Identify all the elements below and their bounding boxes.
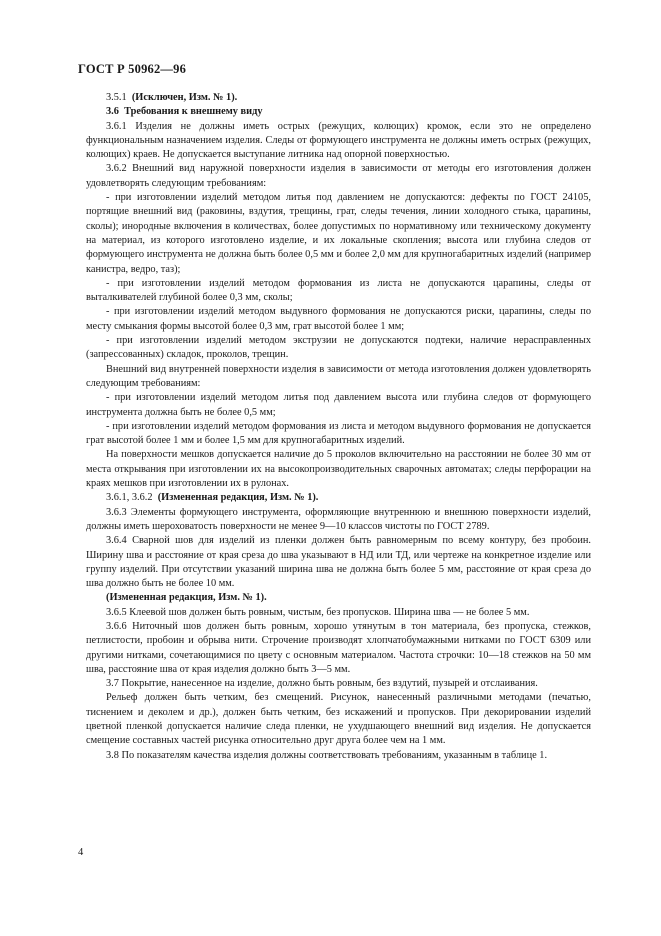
paragraph-inner-surface: Внешний вид внутренней поверхности изделия в зависимости от метода изготовления должен удовлетворять следующим требованиям: [86,363,591,389]
paragraph-3-6-heading [86,105,591,119]
list-item-inner-injection: - при изготовлении изделий методом литья под давлением высота или глубина следов от формующего инструмента должна быть не более 0,5 мм; [86,392,591,418]
list-item-extrusion: - при изготовлении изделий методом экструзии не допускаются подтеки, наличие нерасправленных (запрессованных) складок, проколов, трещин. [86,335,591,361]
list-item-inner-forming: - при изготовлении изделий методом формования из листа и методом выдувного формования не допускается грат высотой более 1 мм и более 1,5 мм для крупногабаритных изделий. [86,420,591,447]
clause-number: 3.5.1 [106,92,127,103]
paragraph-bags: На поверхности мешков допускается наличие до 5 проколов включительно на расстоянии не более 30 мм от места открывания при изготовлении их на высокопроизводительных сварочных автоматах; следы перфорации на краях мешков при изготовлении их в рулонах. [86,449,591,490]
clause-number: 3.6.1, 3.6.2 [106,492,153,504]
document-code-header: ГОСТ Р 50962—96 [78,62,187,76]
page-number: 4 [78,847,84,858]
section-heading: Требования к внешнему виду [124,106,263,118]
paragraph-amendment-3-6-1-3-6-2 [86,491,591,505]
paragraph-3-7: 3.7 Покрытие, нанесенное на изделие, должно быть ровным, без вздутий, пузырей и отслаивания. [106,678,538,690]
paragraph-3-8: 3.8 По показателям качества изделия должны соответствовать требованиям, указанным в таблице 1. [106,749,548,761]
list-item-injection-molding: - при изготовлении изделий методом литья под давлением не допускаются: дефекты по ГОСТ 24105, портящие внешний вид (раковины, вздутия, трещины, грат, следы течения, линии холодного стыка, царапины, сколы); инородные включения в количествах, более допустимых по нормативному или техническому документу на материал, из которого изготовлено изделие, и их локальные скопления; высота или глубина следов от формующего инструмента не должна быть более 0,5 мм и более 2,0 мм для крупногабаритных изделий (например канистра, ведро, таз); [86,192,591,275]
paragraph-3-6-5: 3.6.5 Клеевой шов должен быть ровным, чистым, без пропусков. Ширина шва — не более 5 мм. [106,606,530,618]
amendment-note: (Измененная редакция, Изм. № 1). [106,592,267,604]
clause-note: (Исключен, Изм. № 1). [131,92,238,103]
paragraph-3-6-4: 3.6.4 Сварной шов для изделий из пленки должен быть равномерным по всему контуру, без пробоин. Ширину шва и расстояние от края среза до шва указывают в НД или ТД, или чертеже на конкретное изделие или группу изделий. При отсутствии указаний ширина шва не должна быть более 5 мм, расстояние от края среза до шва должно быть не более 10 мм. [86,535,591,590]
paragraph-3-6-6: 3.6.6 Ниточный шов должен быть ровным, хорошо утянутым в тон материала, без пропуска, стежков, петлистости, пробоин и обрыва нити. Строчение производят хлопчатобумажными нитками по ГОСТ 6309 или другими нитками, сочетающимися по цвету с основным материалом. Частота строчки: 10—18 стежков на 50 мм шва, расстояние шва от края изделия должно быть 3—5 мм. [86,620,591,675]
clause-number: 3.6 [106,106,119,118]
paragraph-3-6-3: 3.6.3 Элементы формующего инструмента, оформляющие внутреннюю и внешнюю поверхности изделий, должны иметь шероховатость поверхности не менее 9—10 классов чистоты по ГОСТ 2789. [86,506,591,532]
list-item-blow-molding: - при изготовлении изделий методом выдувного формования не допускаются риски, царапины, следы по месту смыкания формы высотой более 0,3 мм, грат высотой более 1 мм; [86,306,591,332]
list-item-sheet-forming: - при изготовлении изделий методом формования из листа не допускаются царапины, следы от выталкивателей глубиной более 0,3 мм, сколы; [86,277,591,304]
amendment-note: (Измененная редакция, Изм. № 1). [157,492,319,504]
paragraph-relief: Рельеф должен быть четким, без смещений. Рисунок, нанесенный различными методами (печатью, тиснением и деколем и др.), должен быть четким, без искажений и пропусков. При декорировании изделий цветной пленкой допускается наличие следа пленки, не ухудшающего внешний вид изделия. Не допускается смещение составных частей рисунка относительно друг друга более чем на 1 мм. [86,692,591,747]
paragraph-3-6-2: 3.6.2 Внешний вид наружной поверхности изделия в зависимости от методы его изготовления должен удовлетворять следующим требованиям: [86,163,591,189]
document-body [86,91,591,763]
paragraph-3-6-1: 3.6.1 Изделия не должны иметь острых (режущих, колющих) кромок, если это не определено функциональным назначением изделия. Следы от формующего инструмента не должны иметь острых (режущих, колющих) краев. Не допускается выступание литника над опорной поверхностью. [86,120,591,161]
paragraph-3-5-1 [86,91,591,105]
